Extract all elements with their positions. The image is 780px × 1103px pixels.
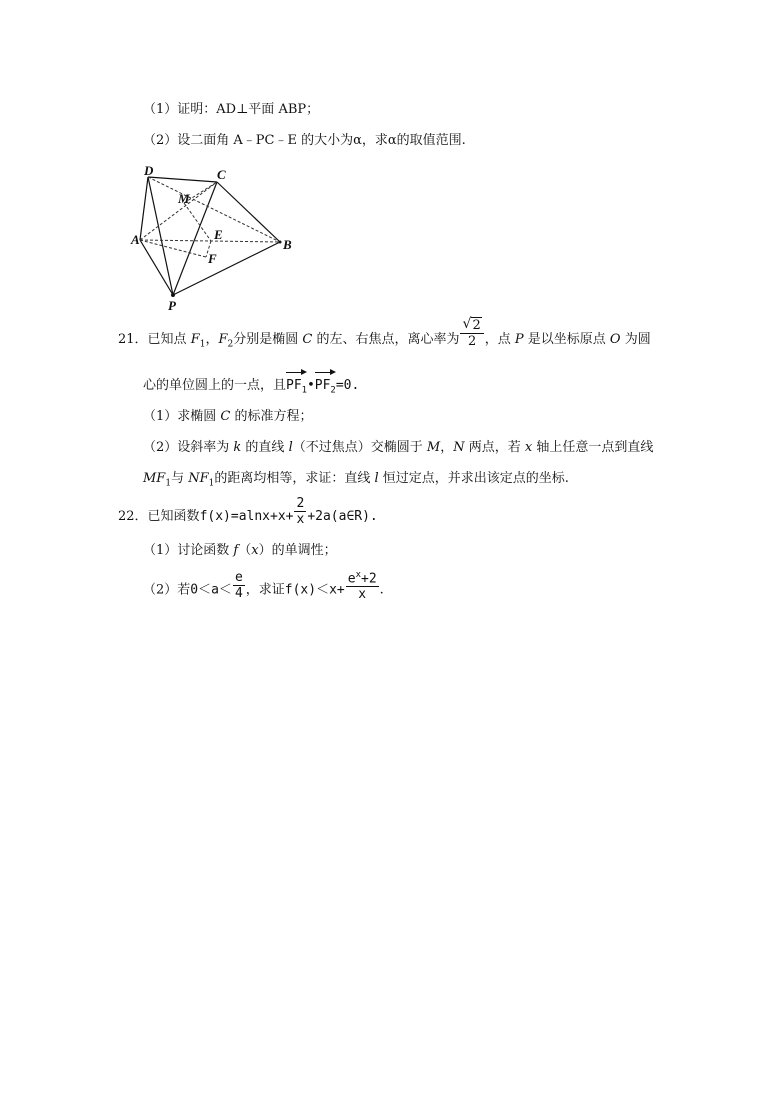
vector-PF2: $PF_2$ — [315, 370, 336, 401]
pyramid-figure — [128, 160, 298, 312]
prev-part2: （2）设二面角 A﹣PC﹣E 的大小为α，求α的取值范围. — [143, 133, 466, 148]
edge-DC — [148, 177, 217, 182]
eccentricity-fraction: √ 2 2 — [460, 318, 483, 349]
label-M: M — [178, 191, 190, 206]
q21-part2-line2: $MF_1$与 $NF_1$的距离均相等，求证：直线 l 恒过定点，并求出该定点的坐标. — [143, 471, 569, 489]
fraction-e-over-4: $\frac{e}{4}$ — [234, 569, 243, 601]
point-B — [279, 241, 282, 244]
label-P: P — [168, 298, 176, 312]
q21-line2: 心的单位圆上的一点，且$PF_1•PF_2=0$. — [143, 370, 359, 401]
q22-part2: （2）若0＜a＜ $\frac{e}{4}$ ，求证f(x)＜x+ $\frac{e^x+2}{x}$ . — [143, 569, 384, 603]
edge-DP — [148, 177, 173, 295]
label-B: B — [283, 237, 292, 252]
label-C: C — [217, 167, 226, 182]
q22-number: 22． — [118, 509, 148, 524]
q21-part2-line1: （2）设斜率为 k 的直线 l（不过焦点）交椭圆于 M，N 两点，若 x 轴上任意一点到直线 — [143, 440, 654, 455]
edge-DA — [140, 177, 148, 240]
edge-PB — [173, 242, 280, 295]
edge-AF — [140, 240, 206, 257]
fraction-2-over-x: $\frac{2}{x}$ — [296, 496, 305, 527]
label-D: D — [144, 163, 154, 178]
label-F: F — [208, 251, 217, 266]
point-P — [171, 293, 175, 297]
prev-part1: （1）证明：AD⊥平面 ABP； — [143, 102, 320, 117]
q21-line1: 21．已知点 $F_1$，$F_2$分别是椭圆 C 的左、右焦点，离心率为 √ 2 2 ，点 P 是以坐标原点 O 为圆 — [118, 316, 651, 350]
fraction-ex-plus-2-over-x: $\frac{e^x+2}{x}$ — [347, 570, 377, 603]
q21-number: 21． — [118, 332, 148, 347]
edge-AP — [140, 240, 173, 295]
q22-line1: 22．已知函数f(x)=alnx+x+ $\frac{2}{x}$ +2a(a∈R). — [118, 496, 378, 527]
q22-part1: （1）讨论函数 f（x）的单调性； — [143, 543, 337, 558]
edge-CB — [217, 182, 280, 242]
q21-part1: （1）求椭圆 C 的标准方程； — [143, 409, 313, 424]
vector-PF1: $PF_1$ — [286, 370, 307, 401]
label-E: E — [214, 227, 223, 242]
label-A: A — [131, 232, 140, 247]
